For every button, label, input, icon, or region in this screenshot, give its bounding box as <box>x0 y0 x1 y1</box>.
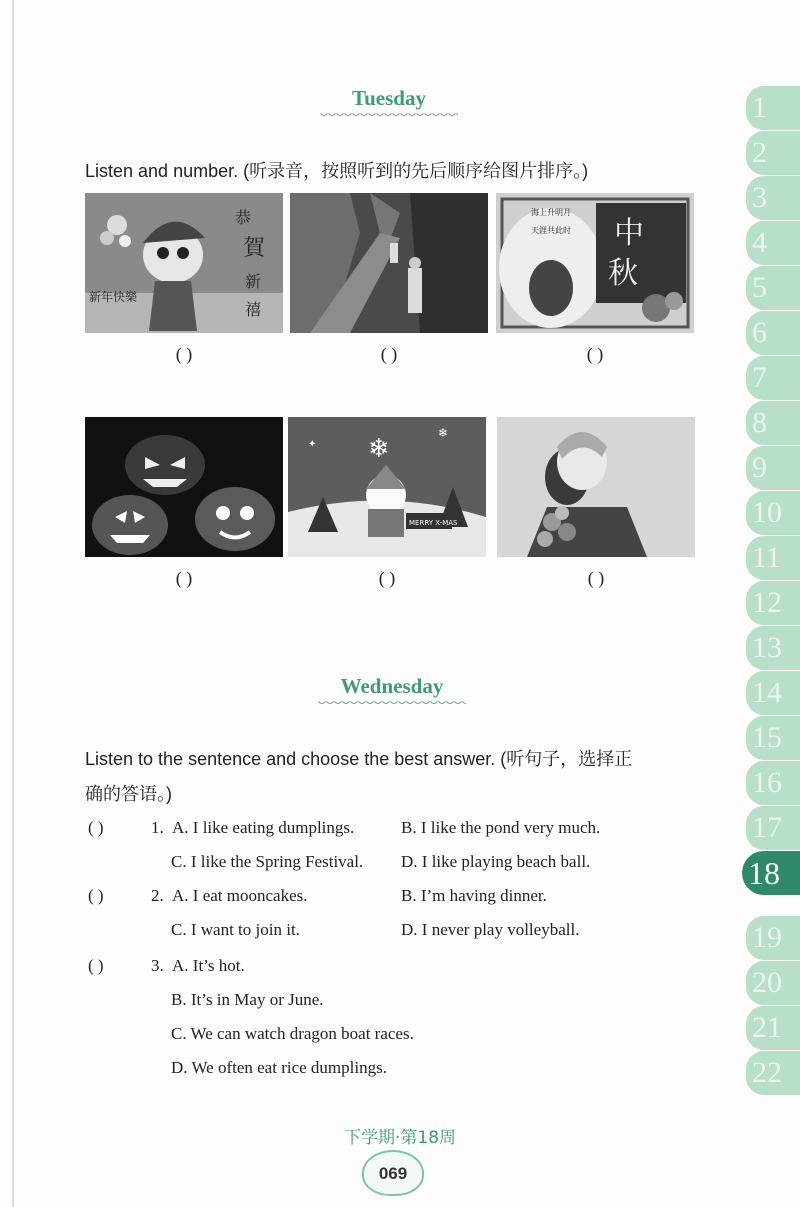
svg-text:❄: ❄ <box>438 426 449 440</box>
halloween-pumpkins-image <box>85 417 283 557</box>
question-answer-blank-3[interactable]: ( ) <box>88 956 104 975</box>
tuesday-heading <box>320 86 458 119</box>
answer-blank-1[interactable]: ( ) <box>175 344 193 364</box>
mountain-climbing-image <box>290 193 488 333</box>
question-number-1: 1. <box>151 818 164 837</box>
merry-xmas-sign: MERRY X-MAS <box>409 519 458 527</box>
page-spine <box>12 0 14 1207</box>
wednesday-title: Wednesday <box>340 674 444 698</box>
week-tab-9[interactable]: 9 <box>746 446 800 490</box>
page-number: 069 <box>362 1150 424 1196</box>
tuesday-title: Tuesday <box>352 86 426 110</box>
christmas-santa-image <box>288 417 486 557</box>
wednesday-instruction-line-1: Listen to the sentence and choose the best answer. (听句子，选择正 <box>85 749 633 769</box>
q3-option-a[interactable]: A. It’s hot. <box>172 956 245 975</box>
week-tab-10[interactable]: 10 <box>746 491 800 535</box>
week-tab-13[interactable]: 13 <box>746 626 800 670</box>
week-tab-14[interactable]: 14 <box>746 671 800 715</box>
q2-option-b[interactable]: B. I’m having dinner. <box>401 886 547 905</box>
answer-blank-6[interactable]: ( ) <box>587 568 605 588</box>
answer-blank-5[interactable]: ( ) <box>378 568 396 588</box>
week-tab-22[interactable]: 22 <box>746 1051 800 1095</box>
question-answer-blank-2[interactable]: ( ) <box>88 886 104 905</box>
week-tab-4[interactable]: 4 <box>746 221 800 265</box>
question-number-3: 3. <box>151 956 164 975</box>
week-tab-3[interactable]: 3 <box>746 176 800 220</box>
week-tab-11[interactable]: 11 <box>746 536 800 580</box>
greeting-char-1: 恭 <box>235 208 252 227</box>
week-tab-17[interactable]: 17 <box>746 806 800 850</box>
poem-line-1: 海上升明月 <box>531 208 571 217</box>
q1-option-b[interactable]: B. I like the pond very much. <box>401 818 601 837</box>
svg-text:✦: ✦ <box>308 439 317 450</box>
greeting-char-4: 禧 <box>245 300 262 319</box>
poem-line-2: 天涯共此时 <box>531 226 571 235</box>
heading-wave-decoration <box>318 701 466 707</box>
week-tab-21[interactable]: 21 <box>746 1006 800 1050</box>
week-tab-7[interactable]: 7 <box>746 356 800 400</box>
week-tab-16[interactable]: 16 <box>746 761 800 805</box>
wednesday-instruction-line-2: 确的答语。) <box>85 784 172 804</box>
week-tab-1[interactable]: 1 <box>746 86 800 130</box>
q2-option-c[interactable]: C. I want to join it. <box>171 920 300 939</box>
mid-autumn-mooncake-image <box>496 193 694 333</box>
week-tab-5[interactable]: 5 <box>746 266 800 310</box>
week-tab-15[interactable]: 15 <box>746 716 800 760</box>
q3-option-c[interactable]: C. We can watch dragon boat races. <box>171 1024 414 1043</box>
q3-option-d[interactable]: D. We often eat rice dumplings. <box>171 1058 387 1077</box>
footer-week-label: 下学期·第18周 <box>343 1128 457 1148</box>
question-number-2: 2. <box>151 886 164 905</box>
week-tab-12[interactable]: 12 <box>746 581 800 625</box>
greeting-char-3: 新 <box>245 272 262 291</box>
q1-option-a[interactable]: A. I like eating dumplings. <box>172 818 355 837</box>
answer-blank-2[interactable]: ( ) <box>380 344 398 364</box>
mothers-day-flowers-image <box>497 417 695 557</box>
q3-option-b[interactable]: B. It’s in May or June. <box>171 990 324 1009</box>
week-tab-18[interactable]: 18 <box>742 851 800 895</box>
week-tab-8[interactable]: 8 <box>746 401 800 445</box>
answer-blank-3[interactable]: ( ) <box>586 344 604 364</box>
q1-option-c[interactable]: C. I like the Spring Festival. <box>171 852 364 871</box>
new-year-caption: 新年快樂 <box>89 290 138 304</box>
greeting-char-2: 賀 <box>243 236 266 261</box>
week-tab-2[interactable]: 2 <box>746 131 800 175</box>
svg-text:❄: ❄ <box>368 434 390 464</box>
q2-option-a[interactable]: A. I eat mooncakes. <box>172 886 308 905</box>
spring-festival-boy-image <box>85 193 283 333</box>
answer-blank-4[interactable]: ( ) <box>175 568 193 588</box>
mid-char-1: 中 <box>614 216 644 251</box>
question-answer-blank-1[interactable]: ( ) <box>88 818 104 837</box>
week-tab-19[interactable]: 19 <box>746 916 800 960</box>
mid-char-2: 秋 <box>608 256 638 291</box>
tuesday-instruction: Listen and number. (听录音，按照听到的先后顺序给图片排序。) <box>85 161 589 181</box>
week-tab-20[interactable]: 20 <box>746 961 800 1005</box>
week-tab-6[interactable]: 6 <box>746 311 800 355</box>
q1-option-d[interactable]: D. I like playing beach ball. <box>401 852 591 871</box>
q2-option-d[interactable]: D. I never play volleyball. <box>401 920 580 939</box>
wednesday-heading <box>318 674 466 707</box>
heading-wave-decoration <box>320 113 458 119</box>
